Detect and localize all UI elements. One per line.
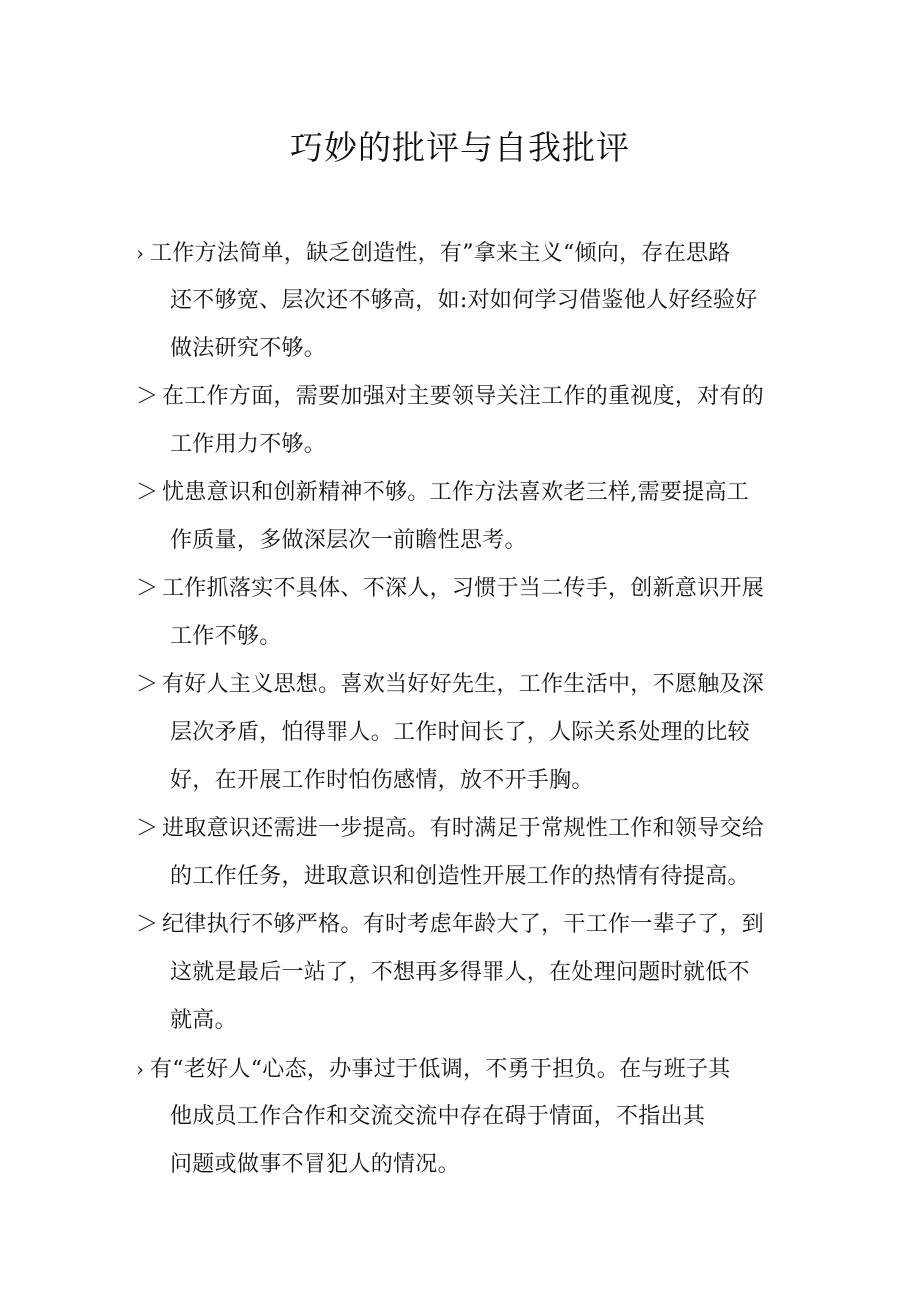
list-item: [136, 901, 786, 1045]
item-text: 这就是最后一站了，不想再多得罪人，在处理问题时就低不: [170, 960, 750, 985]
item-text: 工作方法简单，缺乏创造性，有”拿来主义“倾向，存在思路: [150, 241, 731, 266]
list-item: [136, 565, 786, 661]
item-first-line: [136, 229, 786, 277]
item-first-line: [136, 565, 786, 613]
item-text: 工作不够。: [170, 624, 282, 649]
item-text: 有“老好人“心态，办事过于低调，不勇于担负。在与班子其: [150, 1057, 731, 1082]
item-continuation-line: [136, 997, 786, 1045]
item-first-line: [136, 901, 786, 949]
item-text: 做法研究不够。: [170, 336, 327, 361]
item-text: 有好人主义思想。喜欢当好好先生，工作生活中，不愿触及深: [162, 672, 765, 697]
item-text: 工作用力不够。: [170, 432, 327, 457]
item-text: 还不够宽、层次还不够高，如:对如何学习借鉴他人好经验好: [170, 288, 758, 313]
list-item: [136, 1045, 786, 1189]
item-continuation-line: [136, 949, 786, 997]
item-text: 在工作方面，需要加强对主要领导关注工作的重视度，对有的: [162, 384, 765, 409]
bullet-marker: ›: [136, 1057, 145, 1081]
item-continuation-line: [136, 421, 786, 469]
list-item: [136, 661, 786, 805]
item-text: 作质量，多做深层次一前瞻性思考。: [170, 528, 527, 553]
item-first-line: [136, 805, 786, 853]
item-continuation-line: [136, 613, 786, 661]
item-first-line: [136, 1045, 786, 1093]
item-text: 忧患意识和创新精神不够。工作方法喜欢老三样,需要提高工: [162, 480, 750, 505]
bullet-marker: ＞: [136, 384, 159, 409]
item-continuation-line: [136, 277, 786, 325]
item-text: 好，在开展工作时怕伤感情，放不开手胸。: [170, 768, 594, 793]
list-item: [136, 229, 786, 373]
document-title: 巧妙的批评与自我批评: [290, 128, 630, 167]
item-continuation-line: [136, 1141, 786, 1189]
list-item: [136, 469, 786, 565]
bullet-marker: ＞: [136, 480, 159, 505]
item-continuation-line: [136, 325, 786, 373]
item-first-line: [136, 373, 786, 421]
item-continuation-line: [136, 709, 786, 757]
list-item: [136, 805, 786, 901]
item-continuation-line: [136, 517, 786, 565]
item-text: 就高。: [170, 1008, 237, 1033]
bullet-marker: ＞: [136, 816, 159, 841]
item-text: 他成员工作合作和交流交流中存在碍于情面，不指出其: [170, 1104, 706, 1129]
bullet-marker: ＞: [136, 672, 159, 697]
item-text: 层次矛盾，怕得罪人。工作时间长了，人际关系处理的比较: [170, 720, 750, 745]
bullet-marker: ›: [136, 241, 145, 265]
bullet-marker: ＞: [136, 576, 159, 601]
item-text: 工作抓落实不具体、不深人，习惯于当二传手，创新意识开展: [162, 576, 765, 601]
list-item: [136, 373, 786, 469]
item-first-line: [136, 469, 786, 517]
item-text: 问题或做事不冒犯人的情况。: [170, 1152, 460, 1177]
item-first-line: [136, 661, 786, 709]
item-text: 进取意识还需进一步提高。有时满足于常规性工作和领导交给: [162, 816, 765, 841]
item-text: 纪律执行不够严格。有时考虑年龄大了，干工作一辈子了，到: [162, 912, 765, 937]
item-continuation-line: [136, 1093, 786, 1141]
item-continuation-line: [136, 757, 786, 805]
item-continuation-line: [136, 853, 786, 901]
bullet-marker: ＞: [136, 912, 159, 937]
item-text: 的工作任务，进取意识和创造性开展工作的热情有待提高。: [170, 864, 750, 889]
criticism-list: [136, 229, 786, 1189]
